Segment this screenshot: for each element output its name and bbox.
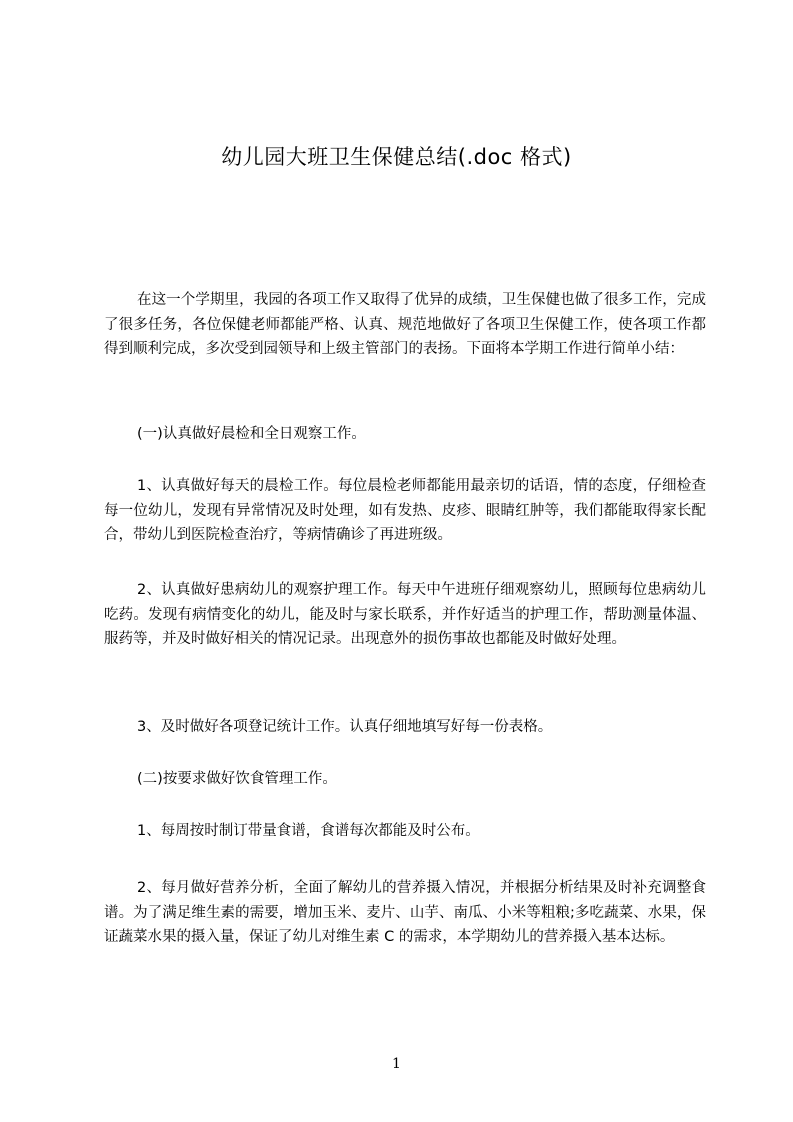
- paragraph-sick-care: 2、认真做好患病幼儿的观察护理工作。每天中午进班仔细观察幼儿，照顾每位患病幼儿吃药。发现有病情变化的幼儿，能及时与家长联系，并作好适当的护理工作，帮助测量体温、服药等，并及时做好相关的情况记录。出现意外的损伤事故也都能及时做好处理。: [104, 582, 706, 647]
- section-heading-1: (一)认真做好晨检和全日观察工作。: [137, 426, 366, 442]
- document-title: 幼儿园大班卫生保健总结(.doc 格式): [221, 145, 572, 169]
- paragraph-weekly-menu: 1、每周按时制订带量食谱，食谱每次都能及时公布。: [137, 823, 480, 839]
- paragraph-nutrition: 2、每月做好营养分析，全面了解幼儿的营养摄入情况，并根据分析结果及时补充调整食谱。为了满足维生素的需要，增加玉米、麦片、山芋、南瓜、小米等粗粮;多吃蔬菜、水果，保证蔬菜水果的摄入量，保证了幼儿对维生素 C 的需求，本学期幼儿的营养摄入基本达标。: [104, 880, 706, 945]
- paragraph-registration: 3、及时做好各项登记统计工作。认真仔细地填写好每一份表格。: [137, 719, 553, 735]
- paragraph-morning-check: 1、认真做好每天的晨检工作。每位晨检老师都能用最亲切的话语，情的态度，仔细检查每一位幼儿，发现有异常情况及时处理，如有发热、皮疹、眼睛红肿等，我们都能取得家长配合，带幼儿到医院检查治疗，等病情确诊了再进班级。: [104, 478, 706, 543]
- page-number: 1: [392, 1056, 401, 1072]
- section-heading-2: (二)按要求做好饮食管理工作。: [137, 771, 337, 787]
- paragraph-intro: 在这一个学期里，我园的各项工作又取得了优异的成绩，卫生保健也做了很多工作，完成了很多任务，各位保健老师都能严格、认真、规范地做好了各项卫生保健工作，使各项工作都得到顺利完成，多次受到园领导和上级主管部门的表扬。下面将本学期工作进行简单小结：: [104, 292, 706, 357]
